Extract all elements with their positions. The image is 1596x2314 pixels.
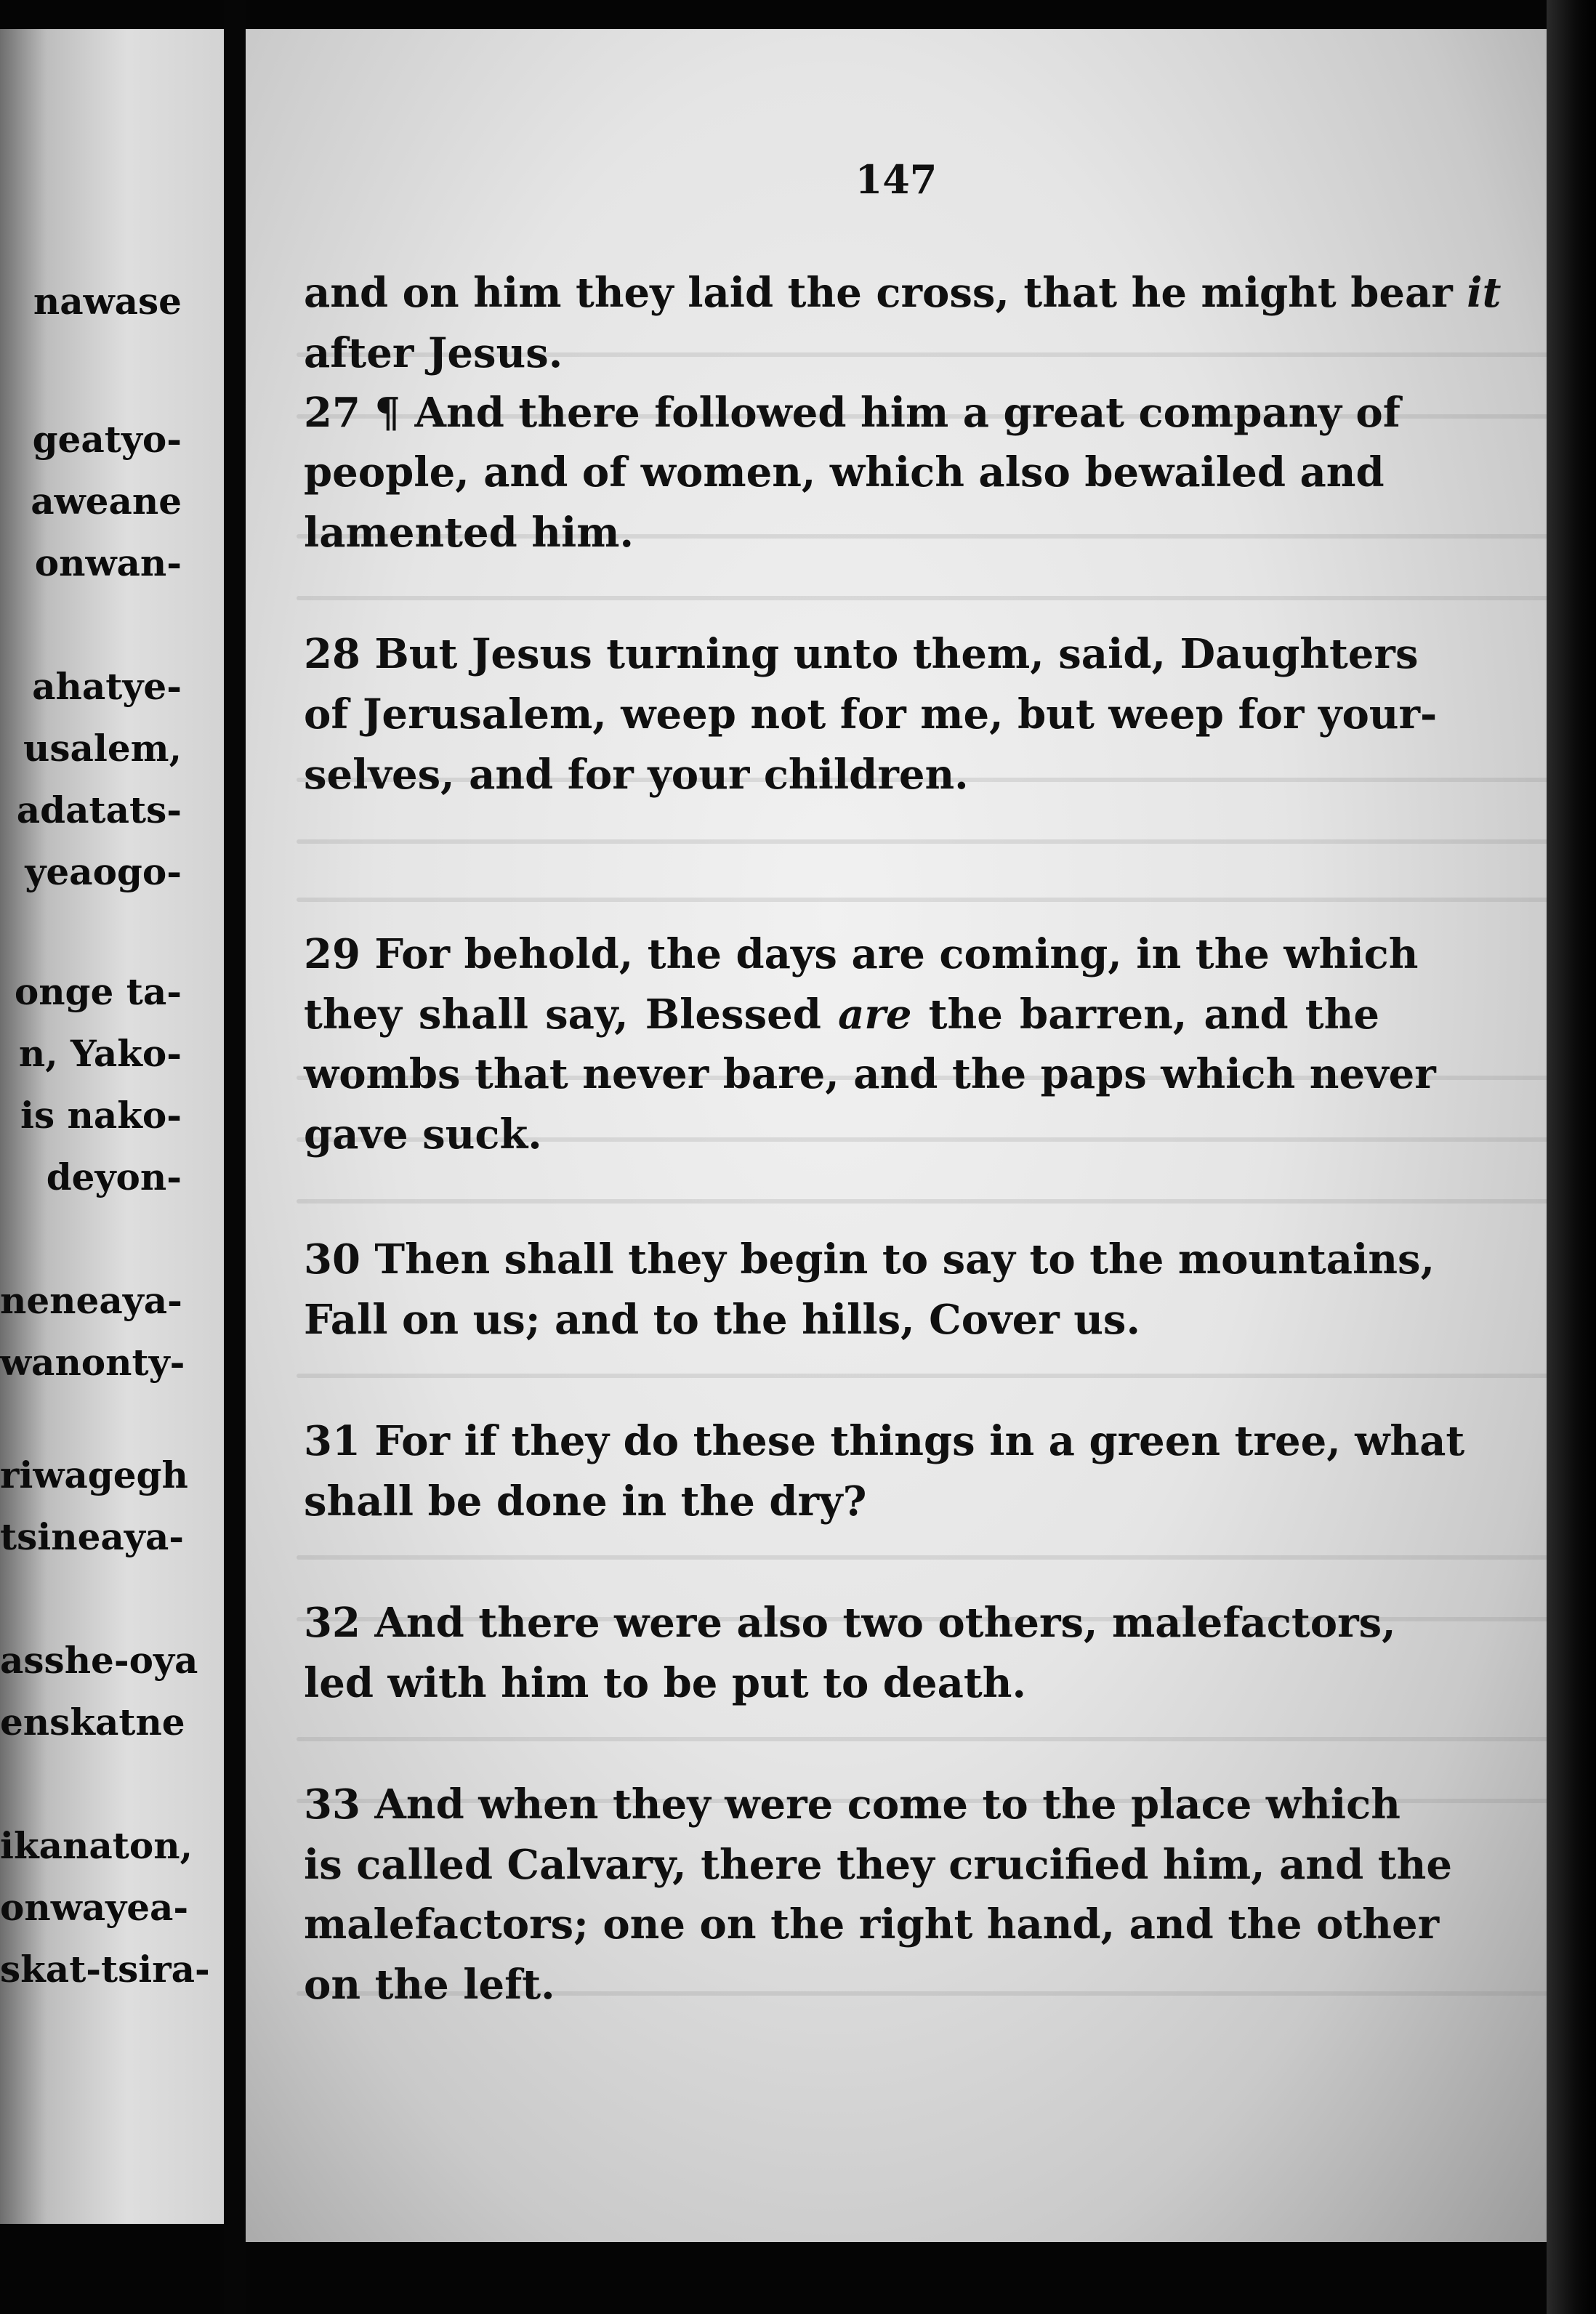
verse-33-line: malefactors; one on the right hand, and the other	[304, 1900, 1440, 1948]
left-page-line: n, Yako-	[18, 1032, 182, 1075]
left-page-line: enskatne	[0, 1701, 185, 1743]
verse-28-line: selves, and for your children.	[304, 751, 969, 799]
page-edge-shadow	[1547, 0, 1596, 2314]
left-page-line: asshe-oya	[0, 1639, 198, 1682]
left-page-line: onwan-	[34, 541, 182, 584]
page-number: 147	[855, 156, 938, 203]
verse-29-line: wombs that never bare, and the paps which never	[304, 1050, 1436, 1098]
verse-32-line: led with him to be put to death.	[304, 1659, 1026, 1707]
verse-32-line: 32 And there were also two others, malefactors,	[304, 1599, 1396, 1647]
verse-30-line: Fall on us; and to the hills, Cover us.	[304, 1296, 1140, 1344]
verse-33-line: is called Calvary, there they crucified him, and the	[304, 1841, 1453, 1889]
verse-33-line: 33 And when they were come to the place which	[304, 1781, 1400, 1829]
left-page-line: usalem,	[23, 727, 182, 770]
text-line: after Jesus.	[304, 329, 563, 377]
left-page-line: deyon-	[46, 1156, 182, 1198]
left-page-line: tsineaya-	[0, 1515, 185, 1558]
verse-28-line: of Jerusalem, weep not for me, but weep for your-	[304, 690, 1438, 738]
verse-31-line: shall be done in the dry?	[304, 1478, 867, 1525]
verse-33-line: on the left.	[304, 1961, 555, 2009]
verse-29-line: 29 For behold, the days are coming, in the which	[304, 930, 1419, 978]
left-page-line: onwayea-	[0, 1886, 189, 1929]
left-page-line: ikanaton,	[0, 1824, 193, 1867]
verse-28-line: 28 But Jesus turning unto them, said, Daughters	[304, 630, 1419, 678]
left-page-line: adatats-	[16, 789, 182, 831]
verse-31-line: 31 For if they do these things in a green tree, what	[304, 1417, 1465, 1465]
left-page-line: yeaogo-	[25, 850, 182, 893]
left-page-line: nawase	[33, 280, 182, 323]
left-page-line: skat-tsira-	[0, 1948, 210, 1991]
verse-27-line: 27 ¶ And there followed him a great company of	[304, 389, 1400, 437]
book-gutter	[224, 0, 246, 2314]
verse-29-line: gave suck.	[304, 1110, 542, 1158]
book-page	[246, 29, 1547, 2242]
verse-27-line: people, and of women, which also bewailed and	[304, 448, 1385, 496]
verse-29-line: they shall say, Blessed are the barren, and the	[304, 991, 1380, 1039]
left-page-fragment	[0, 29, 233, 2224]
left-page-line: geatyo-	[32, 418, 182, 461]
verse-30-line: 30 Then shall they begin to say to the mountains,	[304, 1235, 1435, 1283]
left-page-line: riwagegh	[0, 1454, 188, 1496]
text-line: and on him they laid the cross, that he might bear it	[304, 269, 1502, 317]
left-page-line: onge ta-	[14, 970, 182, 1013]
left-page-line: is nako-	[20, 1094, 182, 1137]
left-page-line: ahatye-	[32, 665, 182, 708]
verse-27-line: lamented him.	[304, 509, 634, 557]
left-page-line: neneaya-	[0, 1279, 182, 1322]
left-page-line: aweane	[31, 480, 182, 523]
left-page-line: wanonty-	[0, 1341, 185, 1384]
